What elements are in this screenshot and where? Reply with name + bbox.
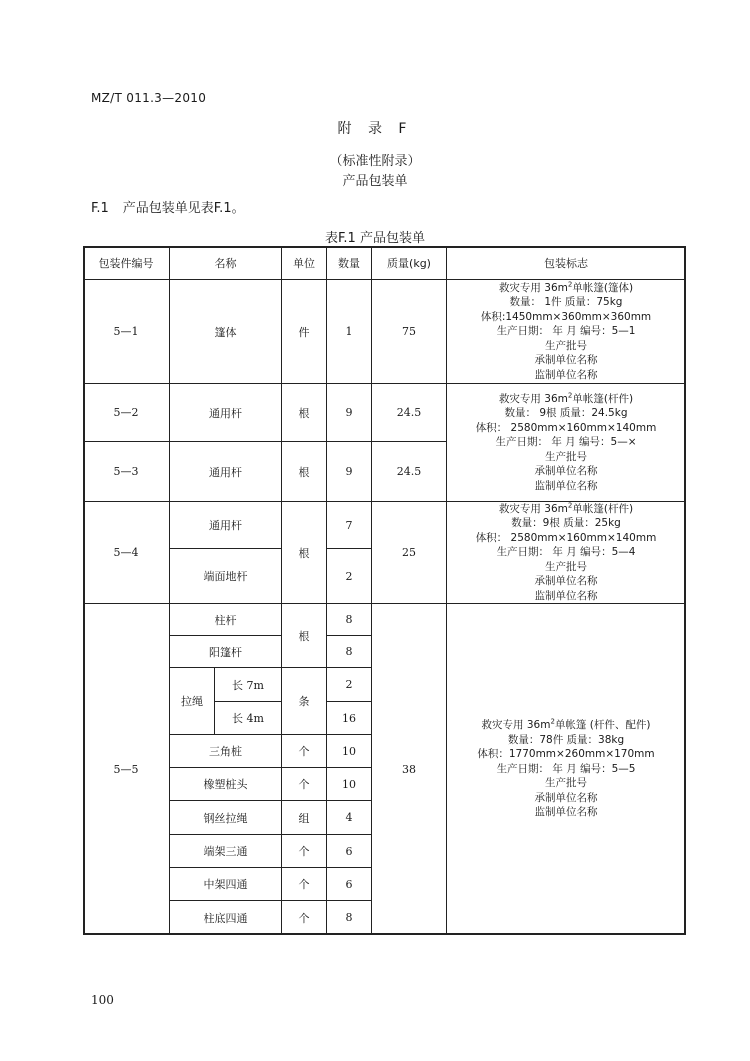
header-package-no: 包装件编号 [83,246,170,280]
mark-line: 生产批号 [545,777,587,790]
mark-line: 体积:1450mm×360mm×360mm [480,310,652,323]
header-mass: 质量(kg) [372,246,447,280]
mark-line: 数量：9根 质量：25kg [511,517,621,530]
cell-package-no: 5—5 [83,604,170,935]
cell-quantity: 6 [327,835,372,868]
mark-line: 体积： 2580mm×160mm×140mm [475,421,657,434]
cell-unit: 个 [282,868,327,901]
cell-unit: 根 [282,604,327,668]
cell-name: 钢丝拉绳 [170,801,282,835]
header-name: 名称 [170,246,282,280]
mark-line: 承制单位名称 [534,791,598,804]
cell-marks [447,604,686,935]
cell-unit: 个 [282,768,327,801]
clause-number: F.1 [91,201,109,216]
cell-package-no: 5—1 [83,280,170,384]
cell-name: 长 4m [215,702,282,735]
cell-package-no: 5—2 [83,384,170,442]
cell-quantity: 16 [327,702,372,735]
cell-quantity: 1 [327,280,372,384]
appendix-title: 附 录 F [337,121,413,137]
mark-line: 生产日期： 年 月 编号：5—5 [496,762,636,775]
mark-line: 承制单位名称 [534,354,598,367]
standard-number: MZ/T 011.3—2010 [91,91,207,105]
header-quantity: 数量 [327,246,372,280]
packing-list-table [83,246,686,935]
cell-unit: 个 [282,835,327,868]
header-unit: 单位 [282,246,327,280]
cell-name: 橡塑桩头 [170,768,282,801]
appendix-nature: （标准性附录） [329,154,421,169]
mark-line: 体积：1770mm×260mm×170mm [477,748,655,761]
mark-line: 救灾专用 $36m^2$单帐篷(篷体) [498,280,634,294]
cell-marks [447,502,686,604]
cell-name: 端架三通 [170,835,282,868]
cell-quantity: 8 [327,604,372,636]
mark-line: 生产批号 [545,339,587,352]
cell-quantity: 8 [327,901,372,935]
mark-line: 数量： 1件 质量：75kg [509,296,623,309]
mark-line: 生产日期： 年 月 编号：5—× [495,436,637,449]
cell-unit: 件 [282,280,327,384]
mark-line: 承制单位名称 [534,465,598,478]
cell-name: 长 7m [215,668,282,702]
cell-quantity: 9 [327,384,372,442]
mark-line: 生产批号 [545,560,587,573]
cell-unit: 个 [282,901,327,935]
cell-unit: 组 [282,801,327,835]
cell-unit: 根 [282,502,327,604]
appendix-subtitle: 产品包装单 [342,174,408,189]
cell-mass: 25 [372,502,447,604]
cell-name: 柱底四通 [170,901,282,935]
cell-mass: 24.5 [372,442,447,502]
clause-f1 [91,197,245,216]
mark-line: 救灾专用 $36m^2$单帐篷(杆件) [498,391,634,405]
cell-name: 三角桩 [170,735,282,768]
cell-name: 中架四通 [170,868,282,901]
cell-package-no: 5—4 [83,502,170,604]
cell-unit: 根 [282,442,327,502]
cell-name: 通用杆 [170,384,282,442]
cell-name: 篷体 [170,280,282,384]
cell-name: 柱杆 [170,604,282,636]
mark-line: 生产日期： 年 月 编号：5—4 [496,546,636,559]
clause-text: 产品包装单见表F.1。 [122,201,245,216]
cell-quantity: 10 [327,735,372,768]
mark-line: 生产日期： 年 月 编号：5—1 [496,325,636,338]
page-number: 100 [91,993,114,1007]
cell-quantity: 9 [327,442,372,502]
mark-line: 监制单位名称 [534,479,598,492]
mark-line: 数量： 9根 质量：24.5kg [504,407,628,420]
cell-quantity: 2 [327,549,372,604]
mark-line: 体积： 2580mm×160mm×140mm [475,531,657,544]
cell-quantity: 2 [327,668,372,702]
cell-mass: 24.5 [372,384,447,442]
mark-line: 数量：78件 质量：38kg [507,733,625,746]
cell-marks [447,384,686,502]
cell-unit: 个 [282,735,327,768]
cell-name: 通用杆 [170,502,282,549]
table-caption: 表F.1 产品包装单 [325,231,425,246]
cell-name: 端面地杆 [170,549,282,604]
cell-name: 阳篷杆 [170,636,282,668]
mark-line: 救灾专用 $36m^2$单帐篷(杆件) [498,501,634,515]
mark-line: 监制单位名称 [534,806,598,819]
cell-quantity: 4 [327,801,372,835]
cell-name: 通用杆 [170,442,282,502]
mark-line: 监制单位名称 [534,368,598,381]
header-marks: 包装标志 [447,246,686,280]
cell-quantity: 7 [327,502,372,549]
cell-package-no: 5—3 [83,442,170,502]
cell-quantity: 6 [327,868,372,901]
cell-unit: 条 [282,668,327,735]
mark-line: 救灾专用 $36m^2$单帐篷 (杆件、配件) [481,717,651,732]
cell-marks [447,280,686,384]
cell-rope-label: 拉绳 [170,668,215,735]
cell-quantity: 8 [327,636,372,668]
cell-mass: 75 [372,280,447,384]
cell-mass: 38 [372,604,447,935]
cell-unit: 根 [282,384,327,442]
mark-line: 承制单位名称 [534,575,598,588]
cell-quantity: 10 [327,768,372,801]
mark-line: 监制单位名称 [534,589,598,602]
mark-line: 生产批号 [545,450,587,463]
